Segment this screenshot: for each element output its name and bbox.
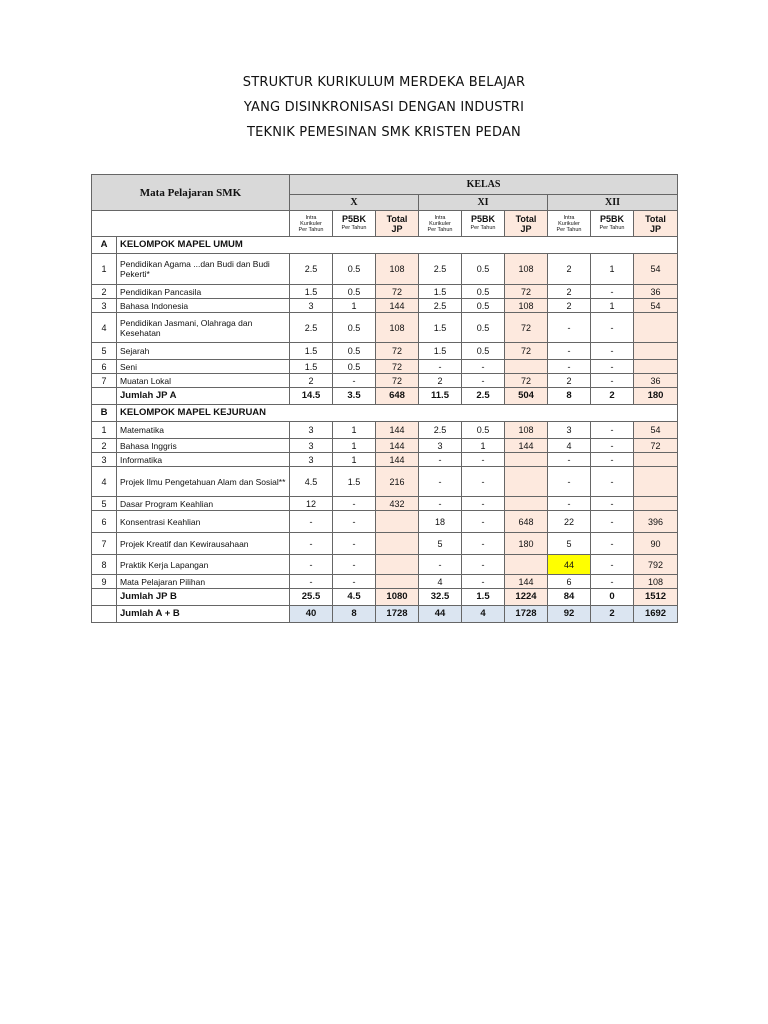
xi-total-cell [505, 360, 548, 374]
subject-name: Informatika [117, 453, 290, 467]
row-number: 9 [92, 575, 117, 589]
section-title: KELOMPOK MAPEL UMUM [117, 237, 678, 254]
x-total-cell: 432 [376, 497, 419, 511]
table-row [92, 299, 678, 313]
xi-p5bk-cell: - [462, 360, 505, 374]
header-grade-xii: XII [548, 195, 678, 211]
subheader-p5bk-label: P5BK [599, 214, 624, 224]
sum-blank [92, 388, 117, 405]
subject-name: Bahasa Indonesia [117, 299, 290, 313]
x-total-cell: 144 [376, 422, 419, 439]
xi-intra-cell: 18 [419, 511, 462, 533]
xii-intra-cell: 44 [548, 555, 591, 575]
xi-p5bk-cell: - [462, 533, 505, 555]
subheader-intra-text: Kurikuler [558, 220, 580, 227]
xii-p5bk-cell: - [591, 533, 634, 555]
section-code: A [92, 237, 117, 254]
xii-total-cell [634, 343, 678, 360]
xi-total-cell: 144 [505, 439, 548, 453]
table-row [92, 313, 678, 343]
subheader-intra-text: Intra [305, 214, 317, 221]
table-row [92, 575, 678, 589]
xii-intra-cell: 2 [548, 285, 591, 299]
xii-p5bk-cell: 1 [591, 254, 634, 285]
xii-p5bk-cell: - [591, 575, 634, 589]
xi-intra-cell: - [419, 555, 462, 575]
subheader-total [505, 211, 548, 237]
xi-total-cell [505, 453, 548, 467]
x-total-cell: 72 [376, 285, 419, 299]
x-total-cell [376, 511, 419, 533]
xi-total-cell: 72 [505, 374, 548, 388]
x-p5bk-cell: 0.5 [333, 360, 376, 374]
x-p5bk-cell: 1.5 [333, 467, 376, 497]
row-number: 4 [92, 467, 117, 497]
subheader-intra-text: Intra [434, 214, 446, 221]
subject-name: Pendidikan Pancasila [117, 285, 290, 299]
xi-p5bk-cell: - [462, 497, 505, 511]
xii-p5bk-cell: 1 [591, 299, 634, 313]
xi-total-cell [505, 467, 548, 497]
xi-sum-cell: 44 [419, 606, 462, 623]
subheader-intra [419, 211, 462, 237]
xii-p5bk-cell: - [591, 511, 634, 533]
xii-total-cell: 54 [634, 422, 678, 439]
xi-total-cell: 72 [505, 313, 548, 343]
subheader-intra-text: Per Tahun [556, 226, 582, 233]
xi-sum-cell: 11.5 [419, 388, 462, 405]
subheader-total-text: Total [515, 213, 537, 224]
xi-sum-cell: 1224 [505, 589, 548, 606]
xii-intra-cell: 5 [548, 533, 591, 555]
row-number: 5 [92, 343, 117, 360]
xii-p5bk-cell: - [591, 555, 634, 575]
header-kelas: KELAS [290, 175, 678, 195]
row-number: 1 [92, 422, 117, 439]
xi-p5bk-cell: - [462, 575, 505, 589]
section-row [92, 237, 678, 254]
x-intra-cell: 1.5 [290, 285, 333, 299]
x-p5bk-cell: - [333, 555, 376, 575]
x-sum-cell: 1080 [376, 589, 419, 606]
subheader-total-text: Total [386, 213, 408, 224]
xi-total-cell: 108 [505, 254, 548, 285]
xii-total-cell: 36 [634, 285, 678, 299]
table-row [92, 533, 678, 555]
xi-total-cell [505, 555, 548, 575]
xii-intra-cell: 6 [548, 575, 591, 589]
xii-intra-cell: 2 [548, 299, 591, 313]
table-row [92, 343, 678, 360]
x-total-cell [376, 533, 419, 555]
xii-p5bk-cell: - [591, 439, 634, 453]
subject-name: Dasar Program Keahlian [117, 497, 290, 511]
section-title: KELOMPOK MAPEL KEJURUAN [117, 405, 678, 422]
subheader-p5bk-sub: Per Tahun [599, 225, 625, 231]
sum-row [92, 589, 678, 606]
xii-p5bk-cell: - [591, 497, 634, 511]
x-intra-cell: 1.5 [290, 360, 333, 374]
xii-intra-cell: - [548, 453, 591, 467]
xii-total-cell: 54 [634, 254, 678, 285]
x-intra-cell: 12 [290, 497, 333, 511]
document-title [0, 70, 768, 145]
section-row [92, 405, 678, 422]
subheader-intra [290, 211, 333, 237]
xii-total-cell: 792 [634, 555, 678, 575]
row-number: 1 [92, 254, 117, 285]
xi-total-cell: 72 [505, 343, 548, 360]
subheader-row [92, 211, 678, 237]
table-row [92, 439, 678, 453]
x-p5bk-cell: 1 [333, 439, 376, 453]
xii-intra-cell: 4 [548, 439, 591, 453]
subheader-total [634, 211, 678, 237]
x-total-cell: 72 [376, 343, 419, 360]
subject-name: Projek Ilmu Pengetahuan Alam dan Sosial** [117, 467, 290, 497]
xii-total-cell: 108 [634, 575, 678, 589]
x-sum-cell: 648 [376, 388, 419, 405]
xii-sum-cell: 2 [591, 388, 634, 405]
sum-label: Jumlah JP A [117, 388, 290, 405]
xi-intra-cell: - [419, 497, 462, 511]
x-p5bk-cell: 0.5 [333, 343, 376, 360]
x-total-cell: 108 [376, 313, 419, 343]
x-p5bk-cell: 0.5 [333, 254, 376, 285]
xii-sum-cell: 84 [548, 589, 591, 606]
xii-intra-cell: 2 [548, 374, 591, 388]
subheader-blank [92, 211, 290, 237]
subheader-total-text: JP [391, 223, 403, 234]
x-total-cell: 72 [376, 360, 419, 374]
x-intra-cell: 3 [290, 439, 333, 453]
sum-label: Jumlah A + B [117, 606, 290, 623]
row-number: 6 [92, 360, 117, 374]
xii-intra-cell: - [548, 313, 591, 343]
xi-intra-cell: 1.5 [419, 343, 462, 360]
x-sum-cell: 1728 [376, 606, 419, 623]
header-grade-xi: XI [419, 195, 548, 211]
xii-sum-cell: 0 [591, 589, 634, 606]
table-row [92, 467, 678, 497]
subheader-intra-text: Per Tahun [298, 226, 324, 233]
xii-p5bk-cell: - [591, 360, 634, 374]
xii-total-cell: 90 [634, 533, 678, 555]
xii-sum-cell: 8 [548, 388, 591, 405]
x-sum-cell: 3.5 [333, 388, 376, 405]
x-total-cell [376, 575, 419, 589]
subject-name: Matematika [117, 422, 290, 439]
xii-total-cell: 36 [634, 374, 678, 388]
sum-row [92, 606, 678, 623]
xii-sum-cell: 92 [548, 606, 591, 623]
xi-intra-cell: 2 [419, 374, 462, 388]
xi-total-cell: 108 [505, 422, 548, 439]
xii-intra-cell: - [548, 467, 591, 497]
xii-total-cell [634, 453, 678, 467]
x-intra-cell: 2.5 [290, 313, 333, 343]
x-sum-cell: 40 [290, 606, 333, 623]
xi-p5bk-cell: 0.5 [462, 343, 505, 360]
xii-sum-cell: 2 [591, 606, 634, 623]
header-grade-x: X [290, 195, 419, 211]
xi-sum-cell: 32.5 [419, 589, 462, 606]
xi-p5bk-cell: 0.5 [462, 299, 505, 313]
x-intra-cell: - [290, 555, 333, 575]
xi-total-cell: 72 [505, 285, 548, 299]
row-number: 3 [92, 453, 117, 467]
x-total-cell [376, 555, 419, 575]
subject-name: Pendidikan Agama ...dan Budi dan Budi Pekerti* [117, 254, 290, 285]
section-code: B [92, 405, 117, 422]
row-number: 8 [92, 555, 117, 575]
xi-p5bk-cell: 1 [462, 439, 505, 453]
x-p5bk-cell: - [333, 374, 376, 388]
subheader-p5bk-sub: Per Tahun [341, 225, 367, 231]
xii-intra-cell: - [548, 343, 591, 360]
x-p5bk-cell: - [333, 533, 376, 555]
xi-intra-cell: 2.5 [419, 299, 462, 313]
xi-intra-cell: 5 [419, 533, 462, 555]
x-total-cell: 108 [376, 254, 419, 285]
x-sum-cell: 4.5 [333, 589, 376, 606]
xi-p5bk-cell: 0.5 [462, 254, 505, 285]
xii-p5bk-cell: - [591, 285, 634, 299]
x-intra-cell: 3 [290, 299, 333, 313]
xi-intra-cell: - [419, 360, 462, 374]
x-p5bk-cell: 0.5 [333, 313, 376, 343]
x-intra-cell: 3 [290, 453, 333, 467]
subheader-p5bk-label: P5BK [470, 214, 495, 224]
x-p5bk-cell: 0.5 [333, 285, 376, 299]
subject-name: Praktik Kerja Lapangan [117, 555, 290, 575]
x-intra-cell: 1.5 [290, 343, 333, 360]
table-row [92, 360, 678, 374]
curriculum-table-wrapper [91, 174, 677, 623]
row-number: 3 [92, 299, 117, 313]
x-sum-cell: 8 [333, 606, 376, 623]
subheader-intra-text: Kurikuler [429, 220, 451, 227]
xi-p5bk-cell: - [462, 511, 505, 533]
xii-sum-cell: 180 [634, 388, 678, 405]
xii-sum-cell: 1512 [634, 589, 678, 606]
table-row [92, 374, 678, 388]
xii-total-cell: 54 [634, 299, 678, 313]
row-number: 7 [92, 533, 117, 555]
xii-p5bk-cell: - [591, 453, 634, 467]
xi-p5bk-cell: 0.5 [462, 422, 505, 439]
x-sum-cell: 14.5 [290, 388, 333, 405]
subject-name: Pendidikan Jasmani, Olahraga dan Kesehatan [117, 313, 290, 343]
row-number: 6 [92, 511, 117, 533]
x-intra-cell: 2.5 [290, 254, 333, 285]
xi-intra-cell: - [419, 453, 462, 467]
xi-intra-cell: 1.5 [419, 285, 462, 299]
row-number: 7 [92, 374, 117, 388]
xii-p5bk-cell: - [591, 422, 634, 439]
x-total-cell: 144 [376, 299, 419, 313]
x-intra-cell: - [290, 533, 333, 555]
x-p5bk-cell: - [333, 575, 376, 589]
x-intra-cell: 4.5 [290, 467, 333, 497]
xi-p5bk-cell: - [462, 374, 505, 388]
xii-intra-cell: - [548, 360, 591, 374]
xii-total-cell [634, 360, 678, 374]
x-total-cell: 72 [376, 374, 419, 388]
row-number: 2 [92, 285, 117, 299]
xi-total-cell: 144 [505, 575, 548, 589]
subheader-total-text: JP [650, 223, 662, 234]
xii-intra-cell: - [548, 497, 591, 511]
xi-p5bk-cell: - [462, 467, 505, 497]
xi-total-cell: 108 [505, 299, 548, 313]
xi-intra-cell: 3 [419, 439, 462, 453]
subheader-total [376, 211, 419, 237]
xi-p5bk-cell: - [462, 555, 505, 575]
xii-total-cell [634, 497, 678, 511]
xii-total-cell [634, 467, 678, 497]
x-p5bk-cell: - [333, 511, 376, 533]
xii-sum-cell: 1692 [634, 606, 678, 623]
sum-row [92, 388, 678, 405]
xi-intra-cell: - [419, 467, 462, 497]
sum-label: Jumlah JP B [117, 589, 290, 606]
xii-total-cell: 396 [634, 511, 678, 533]
table-row [92, 511, 678, 533]
xii-intra-cell: 2 [548, 254, 591, 285]
x-intra-cell: 3 [290, 422, 333, 439]
subject-name: Bahasa Inggris [117, 439, 290, 453]
x-p5bk-cell: 1 [333, 299, 376, 313]
table-row [92, 555, 678, 575]
subject-name: Konsentrasi Keahlian [117, 511, 290, 533]
subject-name: Mata Pelajaran Pilihan [117, 575, 290, 589]
curriculum-table [91, 174, 678, 623]
x-p5bk-cell: 1 [333, 453, 376, 467]
subheader-p5bk [462, 211, 505, 237]
xi-total-cell: 180 [505, 533, 548, 555]
xi-total-cell: 648 [505, 511, 548, 533]
sum-blank [92, 606, 117, 623]
xii-total-cell: 72 [634, 439, 678, 453]
xii-intra-cell: 3 [548, 422, 591, 439]
subheader-intra [548, 211, 591, 237]
title-line-3: TEKNIK PEMESINAN SMK KRISTEN PEDAN [247, 125, 521, 140]
x-intra-cell: - [290, 575, 333, 589]
title-line-2: YANG DISINKRONISASI DENGAN INDUSTRI [243, 100, 525, 115]
xi-p5bk-cell: 0.5 [462, 285, 505, 299]
xi-intra-cell: 2.5 [419, 254, 462, 285]
x-intra-cell: - [290, 511, 333, 533]
sum-blank [92, 589, 117, 606]
title-line-1: STRUKTUR KURIKULUM MERDEKA BELAJAR [242, 75, 526, 90]
row-number: 2 [92, 439, 117, 453]
table-row [92, 453, 678, 467]
xii-intra-cell: 22 [548, 511, 591, 533]
table-row [92, 497, 678, 511]
subheader-intra-text: Per Tahun [427, 226, 453, 233]
subheader-p5bk-label: P5BK [341, 214, 366, 224]
subheader-p5bk [591, 211, 634, 237]
subheader-intra-text: Kurikuler [300, 220, 322, 227]
subject-name: Sejarah [117, 343, 290, 360]
xi-intra-cell: 1.5 [419, 313, 462, 343]
xi-p5bk-cell: - [462, 453, 505, 467]
x-total-cell: 144 [376, 453, 419, 467]
table-row [92, 254, 678, 285]
xii-p5bk-cell: - [591, 374, 634, 388]
xii-total-cell [634, 313, 678, 343]
table-row [92, 285, 678, 299]
subheader-total-text: Total [645, 213, 666, 224]
xi-sum-cell: 504 [505, 388, 548, 405]
xi-p5bk-cell: 0.5 [462, 313, 505, 343]
xii-p5bk-cell: - [591, 467, 634, 497]
xi-intra-cell: 4 [419, 575, 462, 589]
subheader-total-text: JP [520, 223, 532, 234]
subheader-p5bk [333, 211, 376, 237]
x-p5bk-cell: - [333, 497, 376, 511]
subheader-intra-text: Intra [563, 214, 575, 221]
xi-total-cell [505, 497, 548, 511]
subheader-p5bk-sub: Per Tahun [470, 225, 496, 231]
row-number: 4 [92, 313, 117, 343]
xi-sum-cell: 1728 [505, 606, 548, 623]
x-intra-cell: 2 [290, 374, 333, 388]
xii-p5bk-cell: - [591, 313, 634, 343]
xi-sum-cell: 4 [462, 606, 505, 623]
x-p5bk-cell: 1 [333, 422, 376, 439]
xii-p5bk-cell: - [591, 343, 634, 360]
xi-sum-cell: 1.5 [462, 589, 505, 606]
table-row [92, 422, 678, 439]
x-total-cell: 216 [376, 467, 419, 497]
x-sum-cell: 25.5 [290, 589, 333, 606]
subject-name: Seni [117, 360, 290, 374]
row-number: 5 [92, 497, 117, 511]
header-subject: Mata Pelajaran SMK [92, 175, 290, 211]
xi-sum-cell: 2.5 [462, 388, 505, 405]
subject-name: Muatan Lokal [117, 374, 290, 388]
x-total-cell: 144 [376, 439, 419, 453]
subject-name: Projek Kreatif dan Kewirausahaan [117, 533, 290, 555]
table-body [92, 237, 678, 623]
xi-intra-cell: 2.5 [419, 422, 462, 439]
